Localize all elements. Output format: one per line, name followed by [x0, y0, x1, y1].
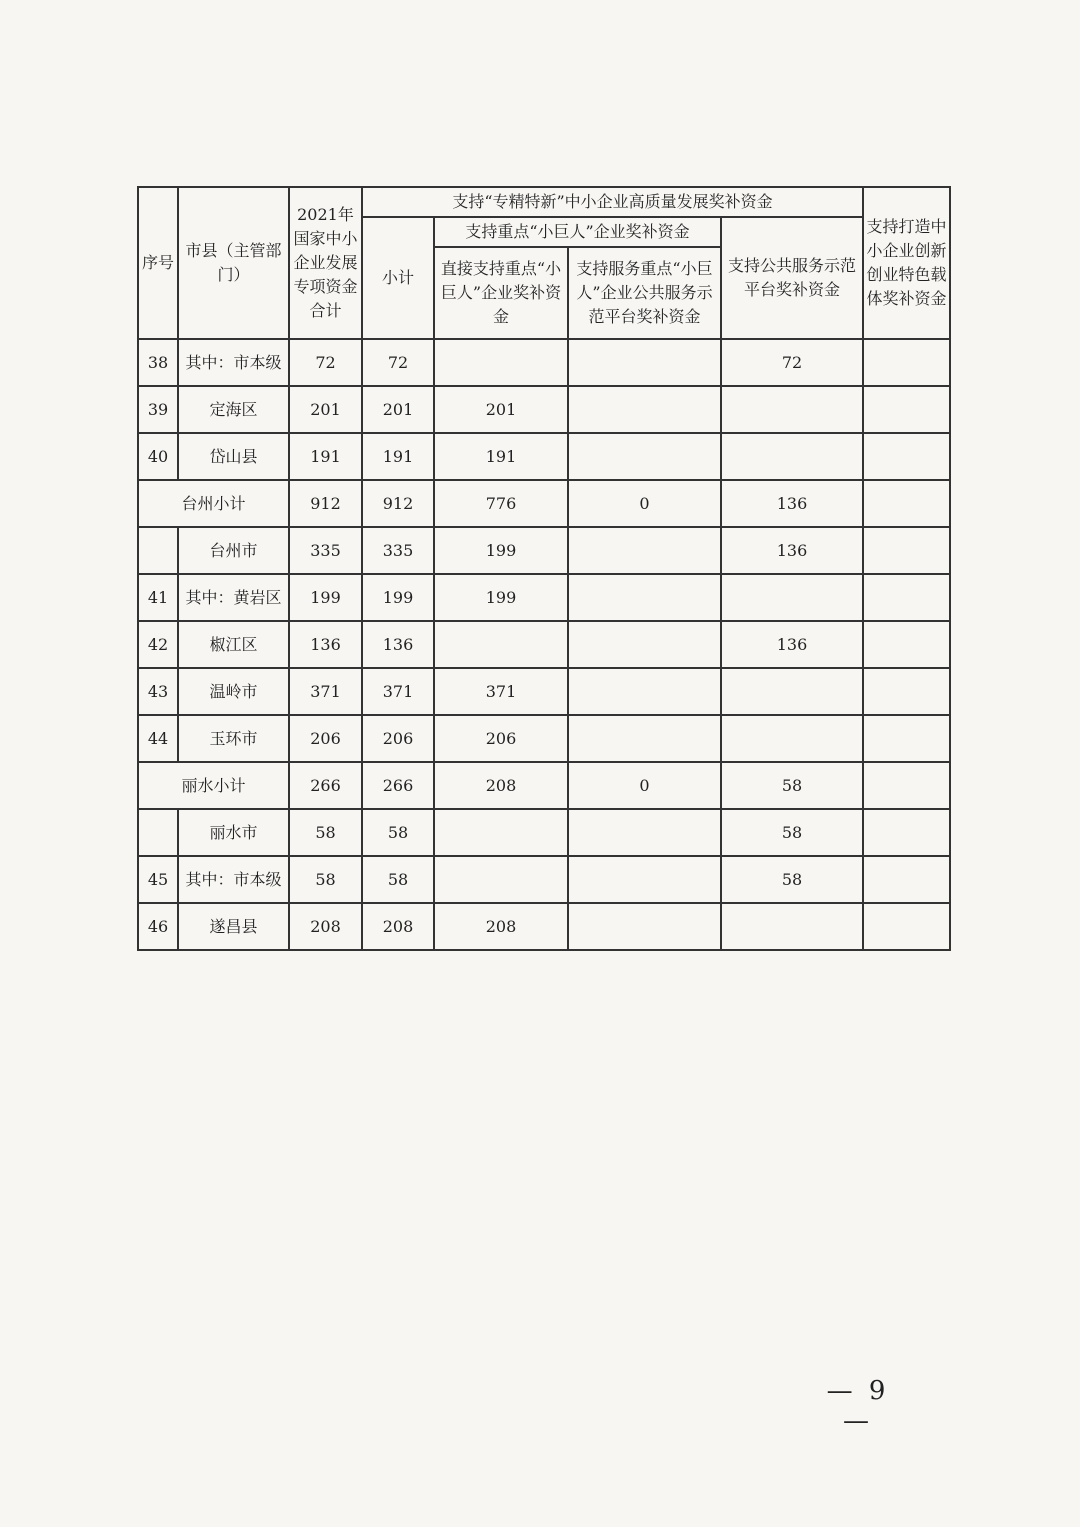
- cell-seq: 41: [138, 574, 178, 621]
- cell-city: 遂昌县: [178, 903, 289, 950]
- cell-city: 玉环市: [178, 715, 289, 762]
- header-public: 支持公共服务示范平台奖补资金: [721, 217, 863, 339]
- header-carrier: 支持打造中小企业创新创业特色载体奖补资金: [863, 187, 950, 339]
- cell-service: [568, 527, 721, 574]
- cell-carrier: [863, 480, 950, 527]
- cell-direct: 206: [434, 715, 568, 762]
- cell-service: [568, 668, 721, 715]
- cell-direct: 201: [434, 386, 568, 433]
- cell-direct: [434, 339, 568, 386]
- cell-public: [721, 574, 863, 621]
- cell-carrier: [863, 386, 950, 433]
- cell-direct: 371: [434, 668, 568, 715]
- cell-total: 136: [289, 621, 362, 668]
- cell-service: [568, 574, 721, 621]
- cell-carrier: [863, 574, 950, 621]
- cell-public: [721, 715, 863, 762]
- cell-carrier: [863, 668, 950, 715]
- cell-public: [721, 668, 863, 715]
- cell-carrier: [863, 762, 950, 809]
- cell-carrier: [863, 527, 950, 574]
- cell-public: 58: [721, 809, 863, 856]
- cell-subtotal: 72: [362, 339, 434, 386]
- cell-subtotal: 191: [362, 433, 434, 480]
- cell-public: [721, 903, 863, 950]
- cell-public: 136: [721, 527, 863, 574]
- table-header: [138, 187, 950, 339]
- header-service: 支持服务重点“小巨人”企业公共服务示范平台奖补资金: [568, 247, 721, 339]
- cell-service: 0: [568, 480, 721, 527]
- cell-city: 其中：黄岩区: [178, 574, 289, 621]
- cell-total: 201: [289, 386, 362, 433]
- funding-table: [137, 186, 951, 951]
- cell-direct: [434, 809, 568, 856]
- cell-direct: 776: [434, 480, 568, 527]
- table-row: [138, 668, 950, 715]
- cell-seq: 40: [138, 433, 178, 480]
- cell-subtotal: 136: [362, 621, 434, 668]
- table-row: [138, 856, 950, 903]
- cell-total: 58: [289, 856, 362, 903]
- cell-city: 岱山县: [178, 433, 289, 480]
- cell-seq: 44: [138, 715, 178, 762]
- cell-service: [568, 386, 721, 433]
- cell-service: [568, 903, 721, 950]
- table-row: [138, 527, 950, 574]
- header-group-giant: 支持重点“小巨人”企业奖补资金: [434, 217, 721, 247]
- cell-direct: [434, 856, 568, 903]
- cell-city: 其中：市本级: [178, 339, 289, 386]
- cell-carrier: [863, 433, 950, 480]
- cell-total: 199: [289, 574, 362, 621]
- cell-total: 206: [289, 715, 362, 762]
- cell-public: 58: [721, 856, 863, 903]
- table-row: [138, 433, 950, 480]
- cell-total: 191: [289, 433, 362, 480]
- cell-public: [721, 386, 863, 433]
- header-subtotal: 小计: [362, 217, 434, 339]
- table-row: [138, 903, 950, 950]
- cell-public: [721, 433, 863, 480]
- cell-total: 335: [289, 527, 362, 574]
- cell-public: 72: [721, 339, 863, 386]
- cell-direct: 199: [434, 574, 568, 621]
- cell-carrier: [863, 621, 950, 668]
- table-row: [138, 480, 950, 527]
- cell-seq: 43: [138, 668, 178, 715]
- cell-direct: [434, 621, 568, 668]
- cell-total: 912: [289, 480, 362, 527]
- table-row: [138, 762, 950, 809]
- header-total: 2021年国家中小企业发展专项资金合计: [289, 187, 362, 339]
- cell-public: 136: [721, 621, 863, 668]
- cell-subtotal: 199: [362, 574, 434, 621]
- header-direct: 直接支持重点“小巨人”企业奖补资金: [434, 247, 568, 339]
- cell-public: 136: [721, 480, 863, 527]
- page-number: — 9 —: [826, 1376, 890, 1436]
- cell-carrier: [863, 339, 950, 386]
- cell-city: 椒江区: [178, 621, 289, 668]
- cell-carrier: [863, 809, 950, 856]
- cell-city: 台州市: [178, 527, 289, 574]
- cell-subtotal: 266: [362, 762, 434, 809]
- cell-city: 丽水市: [178, 809, 289, 856]
- cell-city: 定海区: [178, 386, 289, 433]
- table-body: [138, 339, 950, 950]
- cell-direct: 199: [434, 527, 568, 574]
- table-row: [138, 715, 950, 762]
- cell-total: 208: [289, 903, 362, 950]
- cell-service: [568, 809, 721, 856]
- cell-city: 丽水小计: [138, 762, 289, 809]
- cell-seq: [138, 809, 178, 856]
- header-group-main: 支持“专精特新”中小企业高质量发展奖补资金: [362, 187, 863, 217]
- cell-carrier: [863, 856, 950, 903]
- cell-service: [568, 856, 721, 903]
- cell-carrier: [863, 903, 950, 950]
- cell-city: 温岭市: [178, 668, 289, 715]
- cell-public: 58: [721, 762, 863, 809]
- cell-seq: 45: [138, 856, 178, 903]
- cell-seq: 42: [138, 621, 178, 668]
- table-row: [138, 621, 950, 668]
- cell-total: 58: [289, 809, 362, 856]
- cell-subtotal: 371: [362, 668, 434, 715]
- cell-subtotal: 208: [362, 903, 434, 950]
- table-row: [138, 386, 950, 433]
- cell-subtotal: 58: [362, 856, 434, 903]
- header-city: 市县（主管部门）: [178, 187, 289, 339]
- cell-service: [568, 433, 721, 480]
- cell-subtotal: 335: [362, 527, 434, 574]
- cell-seq: 39: [138, 386, 178, 433]
- cell-service: [568, 715, 721, 762]
- cell-total: 72: [289, 339, 362, 386]
- cell-city: 其中：市本级: [178, 856, 289, 903]
- cell-direct: 208: [434, 903, 568, 950]
- cell-direct: 208: [434, 762, 568, 809]
- cell-city: 台州小计: [138, 480, 289, 527]
- cell-subtotal: 58: [362, 809, 434, 856]
- table-row: [138, 339, 950, 386]
- header-seq: 序号: [138, 187, 178, 339]
- cell-seq: 38: [138, 339, 178, 386]
- cell-direct: 191: [434, 433, 568, 480]
- cell-service: [568, 621, 721, 668]
- cell-total: 266: [289, 762, 362, 809]
- cell-subtotal: 201: [362, 386, 434, 433]
- cell-service: [568, 339, 721, 386]
- cell-carrier: [863, 715, 950, 762]
- table-row: [138, 809, 950, 856]
- cell-subtotal: 206: [362, 715, 434, 762]
- cell-total: 371: [289, 668, 362, 715]
- cell-seq: [138, 527, 178, 574]
- table-row: [138, 574, 950, 621]
- cell-service: 0: [568, 762, 721, 809]
- cell-subtotal: 912: [362, 480, 434, 527]
- cell-seq: 46: [138, 903, 178, 950]
